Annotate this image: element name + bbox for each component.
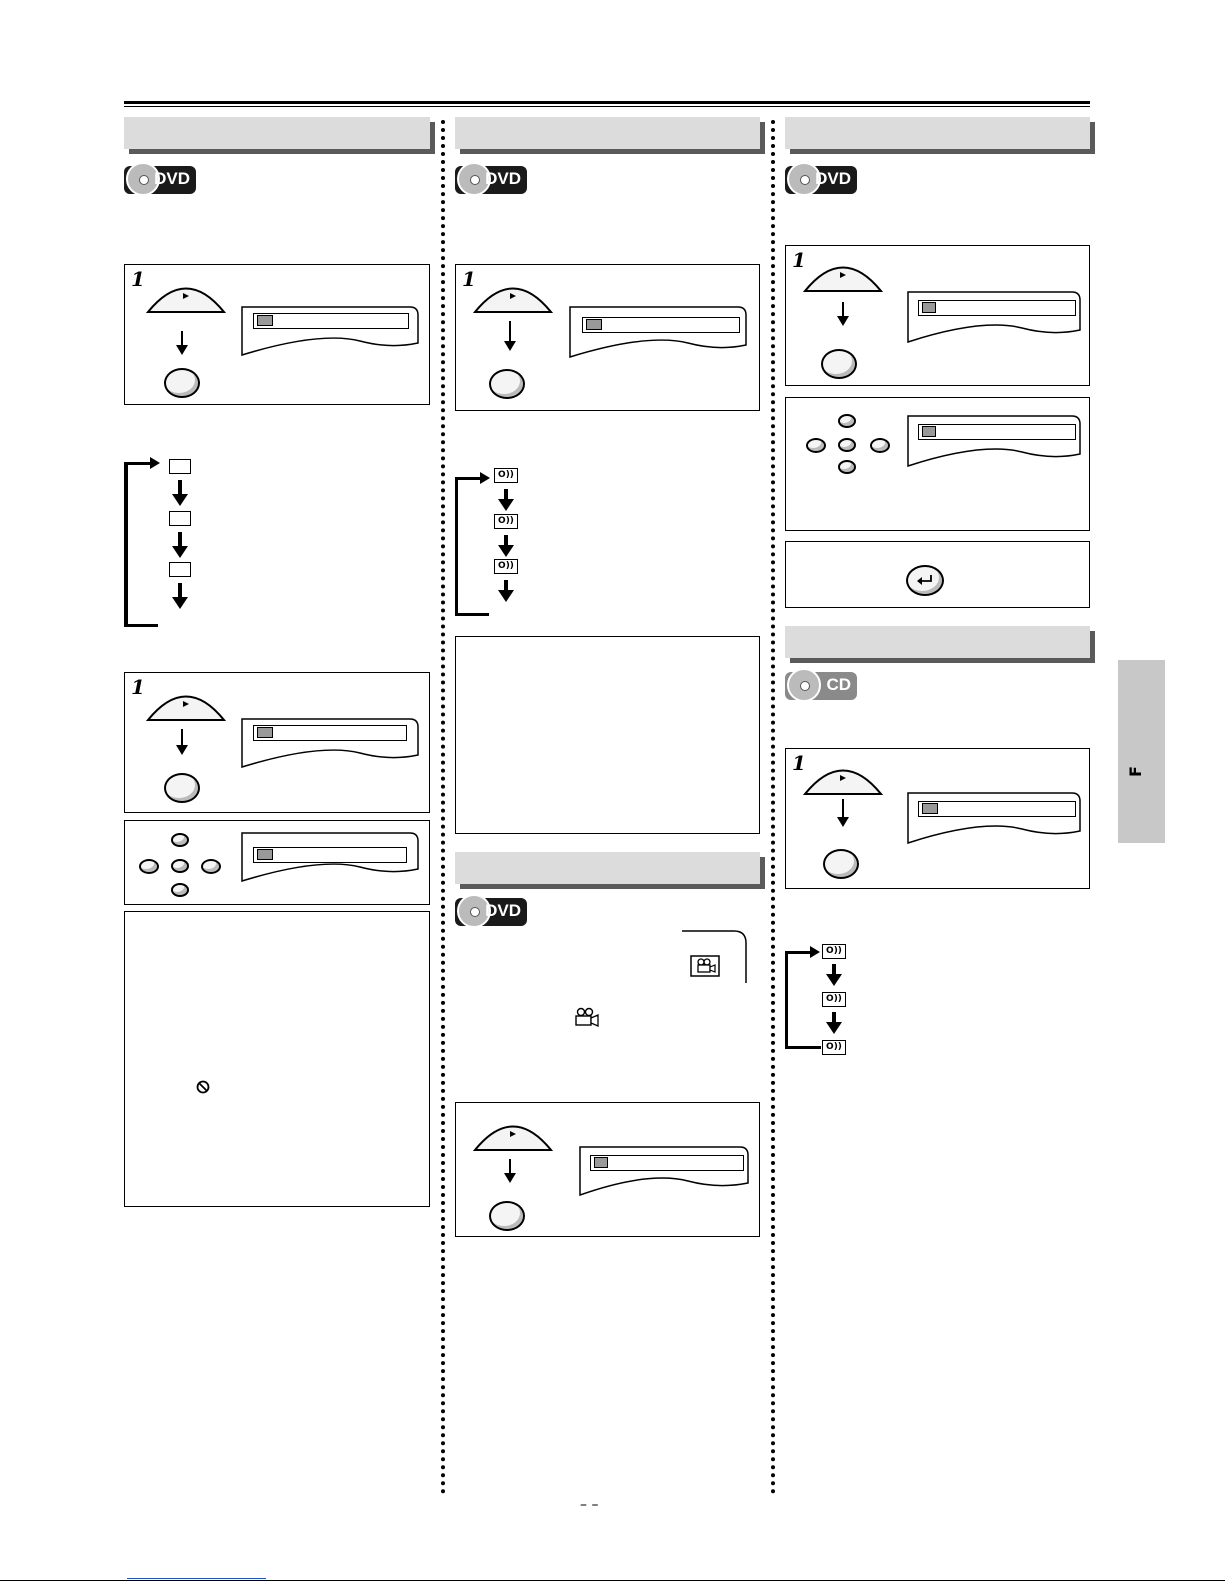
step-number: 1 [792,248,806,272]
subtitle-icon [257,849,273,860]
step-panel-cd [785,748,1090,889]
audio-icon [922,803,938,814]
enter-return-icon [915,573,935,587]
angle-button[interactable] [489,1201,525,1231]
down-arrow [504,580,508,598]
cursor-panel [124,820,430,905]
audio-icon: O)) [494,514,518,529]
step-number: 1 [792,751,806,775]
audio-icon: O)) [822,1040,846,1055]
audio-icon: O)) [494,468,518,483]
osd-bar [918,424,1076,440]
dvd-badge: DVD [124,166,196,194]
down-arrow [504,535,508,553]
cycle-line-bottom [124,624,158,627]
osd-bar [918,300,1076,316]
footer-rule [0,1580,1225,1581]
cycle-arrowhead [810,946,820,958]
enter-button[interactable] [838,438,856,452]
dvd-badge: DVD [785,166,857,194]
step-panel-audio [455,264,760,411]
step-number: 1 [462,267,476,291]
step-panel-angle [455,1102,760,1237]
up-button[interactable] [838,414,856,428]
step-panel-subtitle [124,264,430,405]
subtitle-icon [169,459,191,474]
osd-display [906,791,1082,845]
subtitle-button[interactable] [164,368,200,398]
page-number: – – [580,1497,599,1513]
camera-angle-icon [690,955,720,977]
column-divider-1 [441,120,445,1495]
mode-button[interactable] [802,757,884,797]
down-arrow [181,331,183,353]
camera-angle-icon [594,1157,608,1168]
prohibited-icon [196,1080,210,1094]
cycle-arrowhead [480,472,490,484]
cycle-line [124,462,128,626]
down-arrow [178,583,182,605]
cd-badge: CD [785,672,857,700]
function-button[interactable] [821,349,857,379]
return-panel [785,541,1090,608]
osd-display [906,290,1082,344]
subtitle-icon [257,727,273,738]
down-arrow [178,532,182,554]
cycle-arrowhead [150,457,160,469]
cycle-line-top [455,477,482,480]
camera-angle-icon [572,1006,600,1028]
osd-subtitle-bar [253,313,409,329]
osd-display [578,1145,750,1197]
section-header-cd [785,626,1090,658]
osd-angle-bar [590,1155,744,1171]
down-button[interactable] [171,883,189,897]
osd-audio-bar [918,801,1076,817]
note-panel-subtitle [124,911,430,1207]
mode-button[interactable] [472,1113,554,1153]
section-side-tab [1118,660,1165,843]
audio-icon: O)) [822,992,846,1007]
right-button[interactable] [201,859,221,874]
header-rule-thin [124,106,1090,107]
subtitle-button[interactable] [164,773,200,803]
down-button[interactable] [838,460,856,474]
section-header-subtitle [124,117,430,149]
header-rule [124,101,1090,104]
step-panel-subtitle-2 [124,672,430,813]
down-arrow [832,1012,836,1030]
audio-icon: O)) [822,944,846,959]
mode-button[interactable] [145,275,227,315]
side-tab-letter: F [1125,766,1145,777]
audio-icon [586,319,602,330]
down-arrow [842,799,844,825]
osd-display [906,414,1082,468]
dvd-badge: DVD [455,166,527,194]
right-button[interactable] [870,438,890,453]
osd-icon [922,302,936,313]
mode-button[interactable] [472,275,554,315]
disc-icon [787,668,821,702]
step-panel-3 [785,245,1090,386]
subtitle-icon [257,315,273,326]
down-arrow [842,302,844,324]
section-header-3 [785,117,1090,149]
left-button[interactable] [139,859,159,874]
dvd-badge: DVD [455,898,527,926]
subtitle-icon [169,511,191,526]
down-arrow [181,729,183,753]
osd-subtitle-bar [253,847,407,863]
left-button[interactable] [806,438,826,453]
mode-button[interactable] [802,254,884,294]
audio-icon: O)) [494,559,518,574]
mode-button[interactable] [145,683,227,723]
step-number: 1 [131,267,145,291]
down-arrow [178,480,182,502]
down-arrow [509,1159,511,1181]
osd-audio-bar [582,317,740,333]
note-panel-audio [455,636,760,834]
enter-button[interactable] [171,859,189,873]
cursor-panel-3 [785,397,1090,531]
osd-subtitle-bar [253,725,407,741]
down-arrow [509,321,511,349]
down-arrow [832,964,836,982]
down-arrow [504,489,508,507]
audio-button[interactable] [489,369,525,399]
footer-link[interactable] [127,1578,266,1579]
osd-icon [922,426,936,437]
section-header-audio [455,117,760,149]
cycle-line [785,951,788,1048]
column-divider-2 [771,120,775,1495]
cycle-line-bottom [455,613,489,616]
cycle-line-bottom [785,1046,821,1049]
cycle-line [455,477,458,615]
step-number: 1 [131,675,145,699]
subtitle-icon [169,562,191,577]
audio-button[interactable] [823,849,859,879]
cycle-line-top [785,951,813,954]
up-button[interactable] [171,833,189,847]
section-header-camera-angle [455,852,760,884]
